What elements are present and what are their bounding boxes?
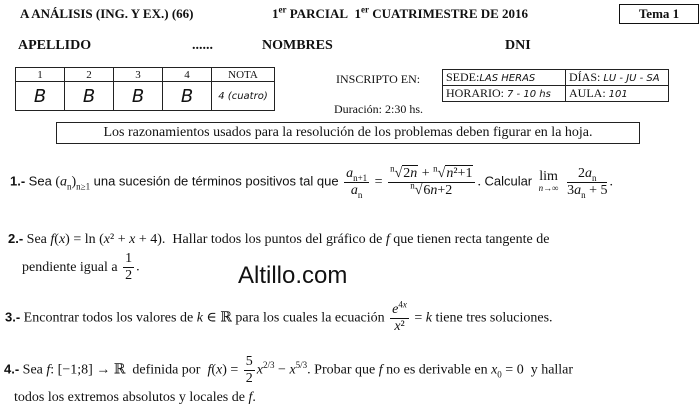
dots: ...... (192, 38, 213, 53)
grade-value-nota: 4 (cuatro) (212, 82, 275, 111)
grade-header-3: 3 (114, 68, 163, 82)
problem-2: 2.- Sea f(x) = ln (x² + x + 4). Hallar todos los puntos del gráfico de f que tienen recta tangente de pendiente igual a $\frac{1}{2}$ . (8, 231, 550, 283)
watermark-text: Altillo.com (238, 262, 348, 289)
horario-label: HORARIO: (446, 86, 505, 100)
grade-header-4: 4 (163, 68, 212, 82)
grade-value-4: B (163, 82, 212, 111)
grades-table (15, 67, 275, 111)
notice-box: Los razonamientos usados para la resolución de los problemas deben figurar en la hoja. (56, 122, 640, 144)
aula-value: 101 (608, 89, 628, 100)
grade-value-1: B (16, 82, 65, 111)
nombres-label: NOMBRES (262, 38, 333, 53)
grade-header-nota: NOTA (212, 68, 275, 82)
exam-title: 1er PARCIAL 1er CUATRIMESTRE DE 2016 (272, 4, 529, 21)
enrollment-table (442, 69, 669, 102)
apellido-label: APELLIDO (18, 38, 92, 53)
problem-3-number: 3.- (5, 309, 21, 325)
dias-value: LU - JU - SA (603, 73, 660, 84)
horario-value: 7 - 10 hs (507, 89, 551, 100)
aula-label: AULA: (569, 86, 606, 100)
tema-box: Tema 1 (619, 4, 699, 24)
dias-label: DÍAS: (569, 70, 601, 84)
inscripto-label: INSCRIPTO EN: (336, 72, 421, 86)
course-title: A ANÁLISIS (ING. Y EX.) (66) (20, 6, 194, 21)
problem-4: 4.- Sea f: [−1;8] → ℝ definida por f(x) = $\frac{5}{2}$ $x^{2/3} - x^{5/3}$. Probar que f no es derivable en $x_0 = 0$ y hallar todos los extremos absolutos y locales de f. (4, 354, 574, 405)
dni-label: DNI (505, 38, 531, 53)
problem-2-number: 2.- (8, 231, 24, 246)
grade-header-2: 2 (65, 68, 114, 82)
problem-1-number: 1.- (10, 173, 26, 189)
grade-header-1: 1 (16, 68, 65, 82)
problem-4-number: 4.- (4, 361, 20, 377)
duracion-label: Duración: 2:30 hs. (334, 102, 423, 116)
grade-value-3: B (114, 82, 163, 111)
sede-value: LAS HERAS (479, 73, 536, 84)
grade-value-2: B (65, 82, 114, 111)
problem-1: 1.- Sea $(a_n)_{n\ge 1}$ una sucesión de términos positivos tal que $\frac{a_{n+1}}{a_n}$ = $\frac{^n√2n + ^n√n^2+1}{^n√6n+2}$ . Calcular lim n→∞ $\frac{2a_n}{3a_n + 5}$ . (10, 163, 613, 200)
problem-3: 3.- Encontrar todos los valores de k ∈ ℝ para los cuales la ecuación $\frac{e^{4x}}{\text{x²}}$ = k tiene tres soluciones. (5, 299, 553, 334)
sede-label: SEDE: (446, 70, 480, 84)
